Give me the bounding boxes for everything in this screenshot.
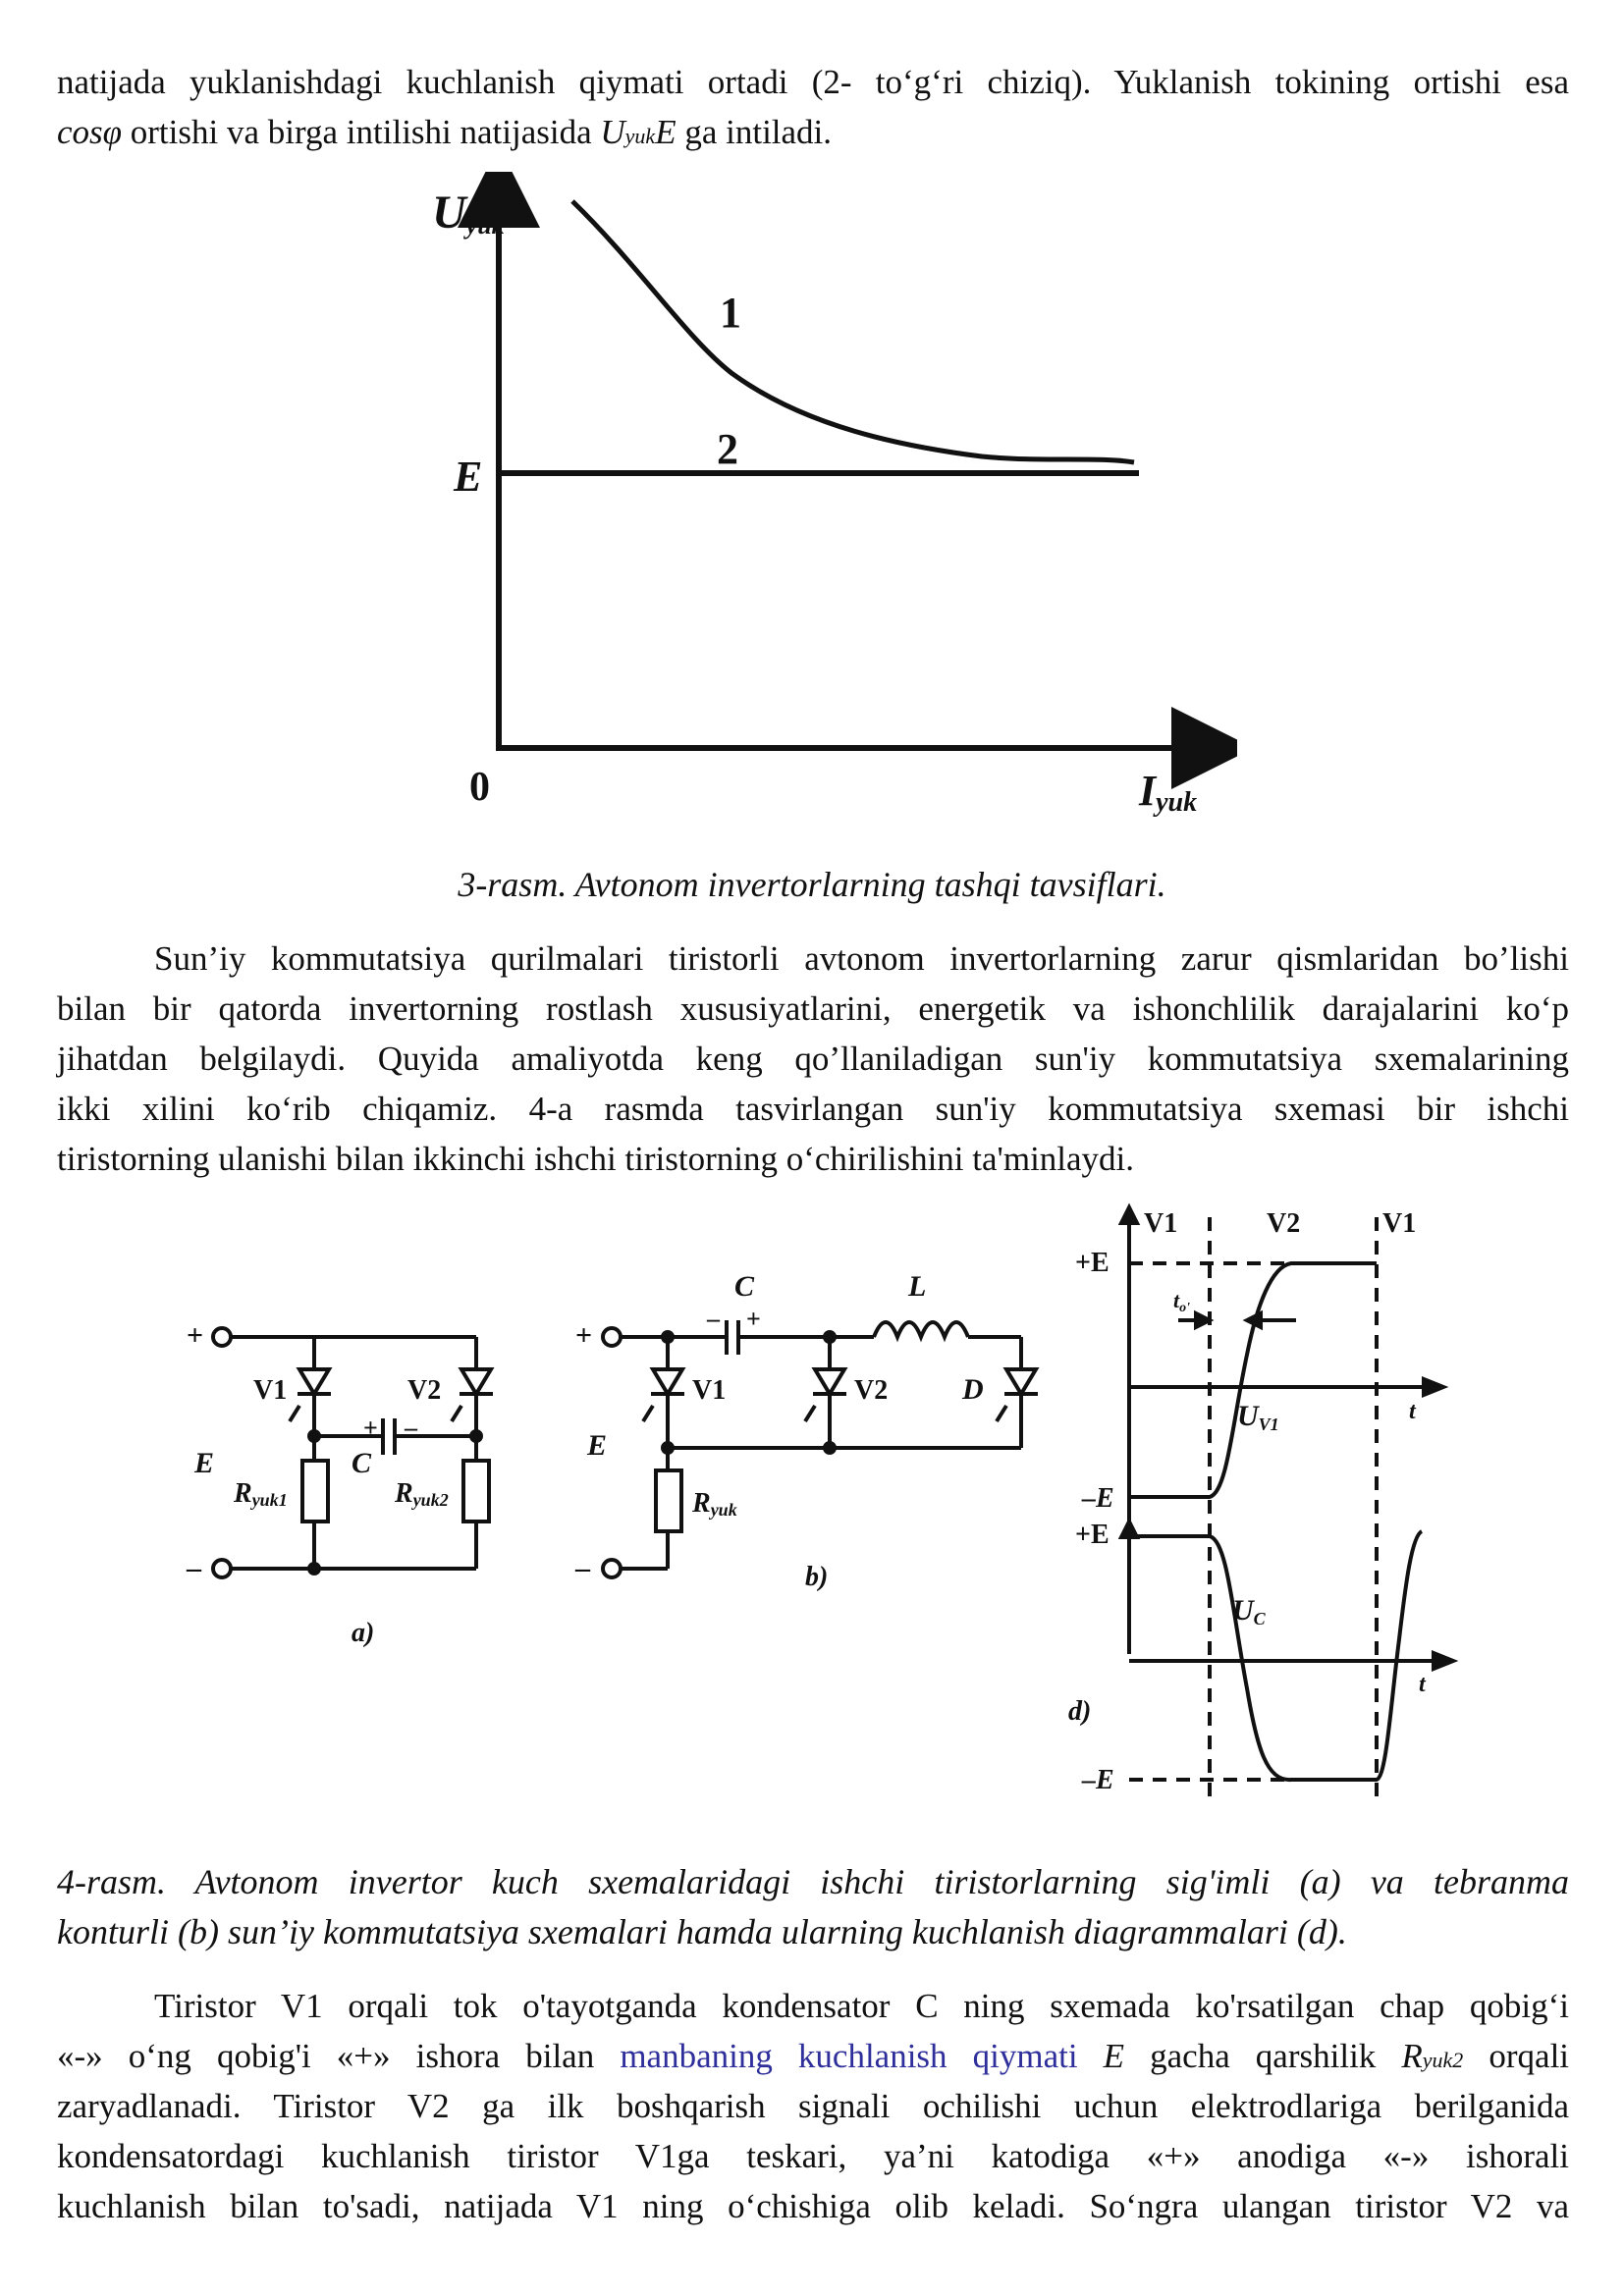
b-r: Ryuk (692, 1488, 737, 1520)
circuit-b (603, 1320, 1038, 1577)
d-top-v2: V2 (1267, 1208, 1301, 1239)
figure3-y-label: Uyuk (432, 187, 505, 240)
paragraph2-line4: ikki xilini ko‘rib chiqamiz. 4-a rasmda tasvirlangan sun'iy kommutatsiya sxemasi bir ishchi (57, 1090, 1569, 1128)
a-c-plus: + (363, 1414, 378, 1442)
figure4-caption-line1: 4-rasm. Avtonom invertor kuch sxemalaridagi ishchi tiristorlarning sig'imli (a) va tebranma (57, 1862, 1569, 1901)
figure3-chart (393, 172, 1237, 829)
figure3-x-label: Iyuk (1139, 767, 1198, 818)
a-plus: + (187, 1319, 204, 1352)
a-v1: V1 (253, 1375, 288, 1406)
a-c: C (352, 1447, 372, 1479)
paragraph2-line1: Sun’iy kommutatsiya qurilmalari tiristorli avtonom invertorlarning zarur qismlaridan bo’lishi (154, 939, 1569, 978)
figure3-curve1-label: 1 (720, 289, 741, 337)
paragraph3-link[interactable]: manbaning kuchlanish qiymati (620, 2037, 1078, 2075)
d-plus-e2: +E (1075, 1520, 1110, 1550)
b-v1: V1 (692, 1375, 727, 1406)
b-c: C (734, 1270, 755, 1303)
d-t0: to' (1173, 1288, 1191, 1315)
b-label: b) (805, 1562, 829, 1592)
figure4-caption-line2: konturli (b) sun’iy kommutatsiya sxemalari hamda ularning kuchlanish diagrammalari (d). (57, 1912, 1347, 1951)
paragraph2-line2: bilan bir qatorda invertorning rostlash xususiyatlarini, energetik va ishonchlilik darajalarini ko‘p (57, 989, 1569, 1028)
d-t2: t (1419, 1672, 1426, 1697)
d-minus-e2: –E (1082, 1765, 1114, 1795)
b-v2: V2 (854, 1375, 889, 1406)
d-u-v1: UV1 (1237, 1400, 1279, 1434)
a-v2: V2 (407, 1375, 442, 1406)
b-l: L (908, 1270, 927, 1303)
d-t1: t (1409, 1399, 1416, 1424)
paragraph2-line5: tiristorning ulanishi bilan ikkinchi ishchi tiristorning o‘chirilishini ta'minlaydi. (57, 1140, 1135, 1178)
a-r1: Ryuk1 (234, 1478, 288, 1510)
figure3-curve2-label: 2 (717, 425, 738, 473)
figure3-origin-label: 0 (469, 765, 490, 810)
paragraph3-line1: Tiristor V1 orqali tok o'tayotganda kondensator C ning sxemada ko'rsatilgan chap qobig‘i (154, 1987, 1569, 2025)
b-d: D (962, 1373, 984, 1406)
paragraph3-line2: «-» o‘ng qobig'i «+» ishora bilan manbaning kuchlanish qiymati E gacha qarshilik Ryuk2 orqali (57, 2037, 1570, 2075)
b-plus: + (575, 1319, 593, 1352)
d-plus-e: +E (1075, 1248, 1110, 1278)
a-e: E (194, 1447, 215, 1479)
a-label: a) (352, 1618, 375, 1648)
paragraph3-line3: zaryadlanadi. Tiristor V2 ga ilk boshqarish signali ochilishi uchun elektrodlariga berilganida (57, 2087, 1569, 2125)
waveforms-d (1121, 1207, 1453, 1801)
a-minus: – (187, 1552, 201, 1584)
figure3-caption: 3-rasm. Avtonom invertorlarning tashqi tavsiflari. (458, 865, 1166, 904)
a-r2: Ryuk2 (395, 1478, 449, 1510)
d-label: d) (1068, 1696, 1092, 1727)
paragraph2-line3: jihatdan belgilaydi. Quyida amaliyotda keng qo’llaniladigan sun'iy kommutatsiya sxemalarining (57, 1040, 1569, 1078)
figure3-curve-1 (572, 201, 1134, 462)
top-paragraph-line1: natijada yuklanishdagi kuchlanish qiymati ortadi (2- to‘g‘ri chiziq). Yuklanish tokining ortishi esa (57, 63, 1569, 101)
b-c-minus: – (707, 1305, 720, 1333)
paragraph3-line4: kondensatordagi kuchlanish tiristor V1ga teskari, ya’ni katodiga «+» anodiga «-» ishorali (57, 2137, 1569, 2175)
d-top-v1: V1 (1144, 1208, 1178, 1239)
figure4-diagram (177, 1198, 1483, 1826)
top-paragraph-line2: cosφ ortishi va birga intilishi natijasida UyukE ga intiladi. (57, 113, 833, 151)
paragraph3-line5: kuchlanish bilan to'sadi, natijada V1 ning o‘chishiga olib keladi. So‘ngra ulangan tiristor V2 va (57, 2187, 1569, 2225)
b-e: E (587, 1429, 608, 1462)
d-top-v1b: V1 (1382, 1208, 1417, 1239)
b-c-plus: + (746, 1305, 761, 1333)
d-minus-e: –E (1082, 1483, 1114, 1514)
d-u-c: UC (1232, 1594, 1266, 1629)
b-minus: – (575, 1552, 590, 1584)
a-c-minus: – (405, 1414, 417, 1442)
figure3-e-label: E (454, 453, 483, 501)
